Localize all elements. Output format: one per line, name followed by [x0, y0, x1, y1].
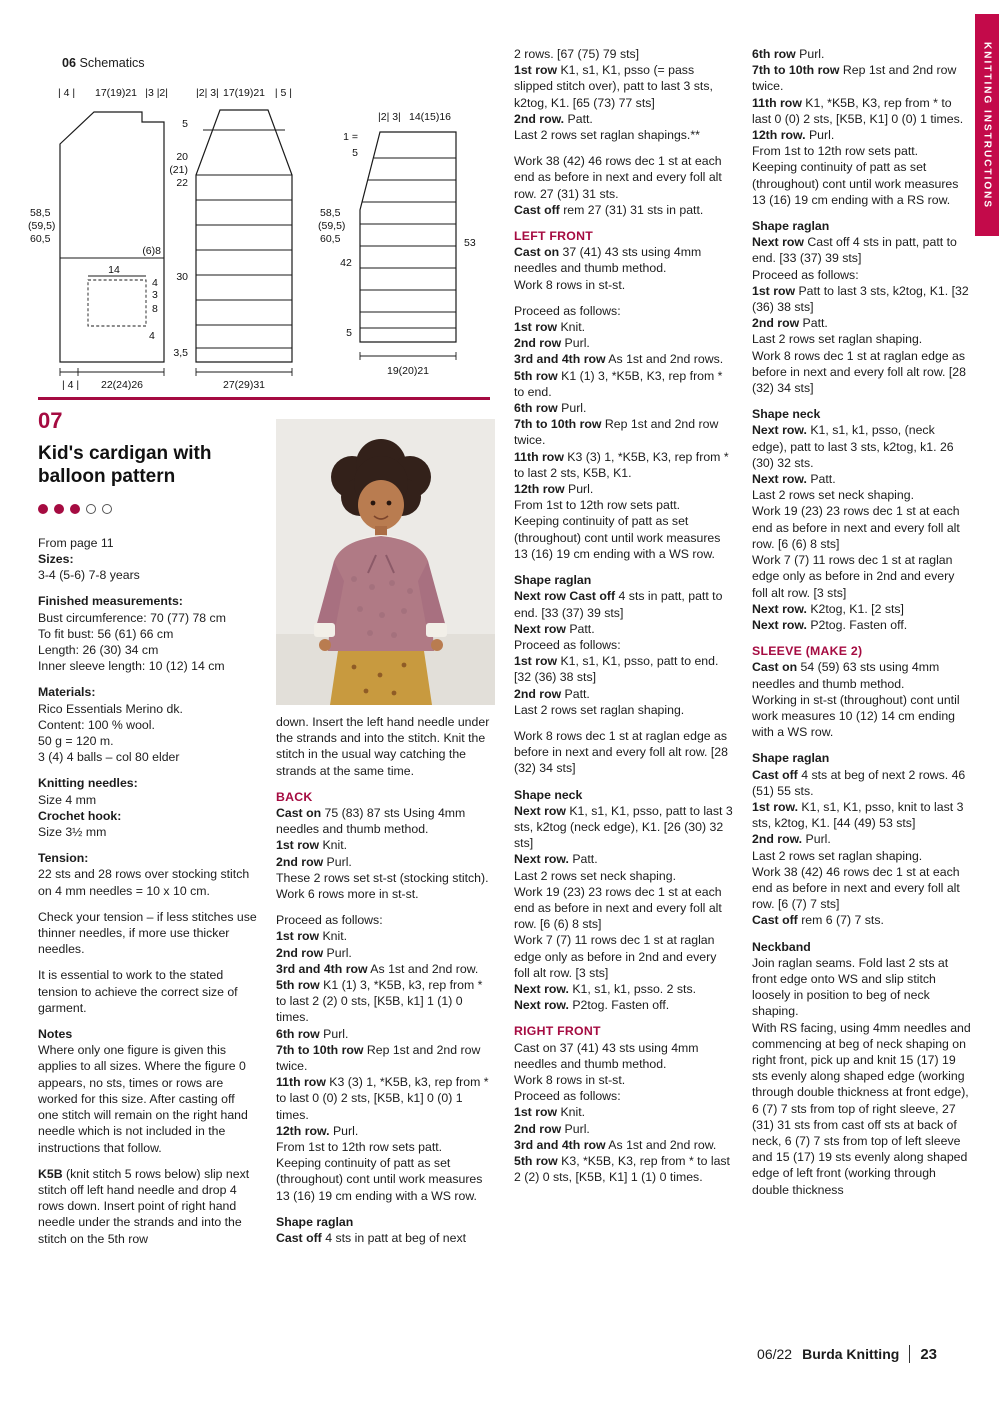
svg-text:53: 53	[464, 237, 476, 249]
svg-text:(6)8: (6)8	[142, 245, 161, 257]
section-heading: SLEEVE (MAKE 2)	[752, 644, 863, 659]
schematic-piece-back	[28, 87, 168, 391]
svg-text:58,5: 58,5	[320, 207, 341, 219]
instruction-text: 2nd row Patt.	[752, 316, 828, 331]
schematics-figure	[28, 80, 518, 398]
instruction-text: Last 2 rows set raglan shaping.	[752, 332, 923, 347]
instruction-text: From 1st to 12th row sets patt.	[276, 1140, 443, 1155]
svg-text:42: 42	[340, 257, 352, 269]
column-1-specs	[38, 551, 257, 1247]
instruction-text: Proceed as follows:	[514, 1089, 621, 1104]
instruction-text: 6th row Purl.	[276, 1026, 349, 1041]
instruction-text: 1st row Knit.	[514, 320, 586, 335]
instruction-text: Next row. K1, s1, k1, psso. 2 sts.	[514, 981, 697, 996]
svg-text:17(19)21: 17(19)21	[222, 87, 266, 99]
instruction-text: Next row. P2tog. Fasten off.	[752, 617, 908, 632]
instruction-text: 11th row K3 (3) 1, *K5B, K3, rep from * to last 2 sts, K5B, K1.	[514, 449, 729, 480]
svg-text:20: 20	[176, 151, 188, 163]
article-title: Kid's cardigan with balloon pattern	[38, 443, 212, 487]
instruction-text: Content: 100 % wool.	[38, 717, 155, 732]
instruction-text: 3rd and 4th row As 1st and 2nd row.	[276, 961, 479, 976]
instruction-text: Last 2 rows set neck shaping.	[752, 488, 914, 503]
instruction-text: Check your tension – if less stitches use thinner needles, if more use thicker needles.	[38, 909, 257, 957]
svg-text:30: 30	[176, 271, 188, 283]
instruction-text: Cast on 37 (41) 43 sts using 4mm needles and thumb method.	[514, 1040, 699, 1071]
sub-heading: Shape raglan	[514, 573, 592, 588]
difficulty-dot-empty	[102, 504, 112, 514]
instruction-text: Next row Patt.	[514, 621, 595, 636]
instruction-text: Cast off 4 sts at beg of next 2 rows. 46 (51) 55 sts.	[752, 767, 966, 798]
svg-text:(21): (21)	[169, 164, 188, 176]
instruction-text: Next row. K2tog, K1. [2 sts]	[752, 601, 904, 616]
instruction-text: Working in st-st (throughout) cont until work measures 10 (12) 14 cm ending with a WS row.	[752, 692, 960, 740]
svg-text:14(15)16: 14(15)16	[408, 111, 452, 123]
instruction-text: Work 38 (42) 46 rows dec 1 st at each end as before in next and every foll alt row. 27 (31) 31 sts.	[514, 154, 722, 201]
instruction-text: 2nd row. Purl.	[752, 832, 831, 847]
schematics-number: 06	[62, 56, 77, 70]
instruction-text: Cast off rem 6 (7) 7 sts.	[752, 913, 884, 928]
column-3-front-instructions	[514, 46, 733, 1185]
instruction-text: Proceed as follows:	[276, 913, 383, 928]
instruction-text: Proceed as follows:	[752, 267, 859, 282]
svg-text:3: 3	[152, 289, 158, 301]
instruction-text: 3-4 (5-6) 7-8 years	[38, 568, 140, 583]
instruction-text: Next row. Patt.	[514, 852, 598, 867]
schematic-piece-front	[169, 87, 345, 391]
instruction-text: Size 4 mm	[38, 792, 97, 807]
sub-heading: Shape raglan	[752, 219, 830, 234]
section-divider-rule	[38, 397, 490, 400]
instruction-text: 3rd and 4th row As 1st and 2nd row.	[514, 1137, 717, 1152]
instruction-text: Proceed as follows:	[514, 303, 621, 318]
schematic-diagrams	[28, 80, 518, 398]
article-number: 07	[38, 408, 63, 433]
instruction-text: 12th row. Purl.	[752, 128, 835, 143]
instruction-text: 1st row K1, s1, K1, psso (= pass slipped stitch over), patt to last 3 sts, k2tog, K1. [65 (73) 77 sts]	[514, 63, 713, 110]
difficulty-rating	[38, 504, 260, 514]
instruction-text: 6th row Purl.	[752, 47, 825, 61]
instruction-text: Work 19 (23) 23 rows dec 1 st at each end as before in next and every foll alt row. [6 (6) 8 sts]	[514, 884, 722, 932]
from-page-reference: From page 11	[38, 536, 114, 550]
sub-heading: Tension:	[38, 851, 89, 866]
instruction-text: K5B (knit stitch 5 rows below) slip next stitch off left hand needle and drop 4 rows down. Insert point of right hand needle under the strands and into the stitch on the 5th row	[38, 1166, 250, 1246]
svg-text:1 =: 1 =	[343, 131, 358, 143]
instruction-text: Next row Cast off 4 sts in patt, patt to end. [33 (37) 39 sts]	[752, 235, 957, 266]
sub-heading: Shape raglan	[752, 751, 830, 766]
instruction-text: 3 (4) 4 balls – col 80 elder	[38, 750, 180, 765]
svg-text:5: 5	[346, 327, 352, 339]
instruction-text: Cast on 37 (41) 43 sts using 4mm needles and thumb method.	[514, 245, 702, 276]
difficulty-dot-empty	[86, 504, 96, 514]
instruction-text: Work 6 rows more in st-st.	[276, 887, 419, 902]
svg-text:4: 4	[149, 330, 155, 342]
instruction-text: down. Insert the left hand needle under the strands and into the stitch. Knit the stitch in the usual way catching the strands at the same time.	[276, 715, 490, 778]
instruction-text: 7th to 10th row Rep 1st and 2nd row twice.	[514, 417, 719, 448]
instruction-text: 2 rows. [67 (75) 79 sts]	[514, 47, 640, 61]
instruction-text: 2nd row Purl.	[514, 336, 590, 351]
instruction-text: 2nd row Purl.	[276, 945, 352, 960]
instruction-text: 6th row Purl.	[514, 401, 587, 416]
instruction-text: From 1st to 12th row sets patt.	[514, 498, 681, 513]
svg-text:(59,5): (59,5)	[28, 220, 56, 232]
page-footer	[757, 1345, 937, 1363]
instruction-text: 2nd row Purl.	[276, 854, 352, 869]
instruction-text: Work 8 rows in st-st.	[514, 1072, 626, 1087]
svg-text:60,5: 60,5	[30, 233, 51, 245]
instruction-text: Last 2 rows set raglan shaping.	[752, 848, 923, 863]
instruction-text: 50 g = 120 m.	[38, 734, 114, 749]
svg-text:5: 5	[352, 147, 358, 159]
sub-heading: Notes	[38, 1027, 73, 1042]
instruction-text: Cast off rem 27 (31) 31 sts in patt.	[514, 202, 704, 217]
schematics-label: Schematics	[79, 56, 145, 70]
article-header	[38, 408, 260, 550]
instruction-text: With RS facing, using 4mm needles and commencing at beg of neck shaping on right front, pick up and knit 15 (17) 19 sts evenly along shaped edge (working through double thickness at front edge), 6 (7) 7 sts from top of right sleeve, 27 (31) 31 sts from cast off sts at back of neck, 6 (7) 7 sts from top of left sleeve and 15 (17) 19 sts evenly along shaped edge of left front (working through double thickness	[752, 1020, 971, 1197]
instruction-text: Next row. Patt.	[752, 472, 836, 487]
difficulty-dot-filled	[38, 504, 48, 514]
instruction-text: 2nd row. Patt.	[514, 111, 593, 126]
svg-text:|2| 3|: |2| 3|	[378, 111, 401, 123]
instruction-text: Work 8 rows dec 1 st at raglan edge as before in next and every foll alt row. [28 (32) 34 sts]	[514, 728, 728, 776]
svg-text:22: 22	[176, 177, 188, 189]
instruction-text: 22 sts and 28 rows over stocking stitch on 4 mm needles = 10 x 10 cm.	[38, 867, 250, 898]
svg-text:17(19)21: 17(19)21	[94, 87, 138, 99]
instruction-text: Last 2 rows set neck shaping.	[514, 868, 676, 883]
instruction-text: 1st row Knit.	[276, 929, 348, 944]
instruction-text: 5th row K1 (1) 3, *K5B, K3, rep from * to end.	[514, 368, 723, 399]
instruction-text: 2nd row Patt.	[514, 686, 590, 701]
section-heading: LEFT FRONT	[514, 229, 594, 244]
instruction-text: Last 2 rows set raglan shaping.	[514, 702, 685, 717]
svg-text:19(20)21: 19(20)21	[386, 365, 430, 377]
sub-heading: Shape neck	[752, 407, 821, 422]
svg-text:5: 5	[182, 118, 188, 130]
instruction-text: 5th row K1 (1) 3, *K5B, k3, rep from * to last 2 (2) 0 sts, [K5B, k1] 1 (1) 0 times.	[276, 978, 483, 1025]
svg-text:| 4 |: | 4 |	[58, 87, 76, 99]
instruction-text: Last 2 rows set raglan shapings.**	[514, 128, 700, 143]
instruction-text: 3rd and 4th row As 1st and 2nd rows.	[514, 352, 724, 367]
column-4-sleeve-instructions	[752, 46, 971, 1198]
instruction-text: It is essential to work to the stated tension to achieve the correct size of garment.	[38, 968, 238, 1015]
instruction-text: 5th row K3, *K5B, K3, rep from * to last 2 (2) 0 sts, [K5B, K1] 1 (1) 0 times.	[514, 1154, 730, 1185]
instruction-text: Work 38 (42) 46 rows dec 1 st at each end as before in next and every foll alt row. [6 (7) 7 sts]	[752, 864, 960, 912]
section-heading: RIGHT FRONT	[514, 1024, 601, 1039]
instruction-text: Cast off 4 sts in patt at beg of next	[276, 1231, 467, 1246]
footer-divider	[909, 1345, 910, 1363]
instruction-text: 1st row Knit.	[514, 1105, 586, 1120]
footer-magazine-name: Burda Knitting	[802, 1346, 900, 1362]
instruction-text: Work 7 (7) 11 rows dec 1 st at raglan edge only as before in 2nd and every foll alt row. [3 sts]	[752, 553, 955, 600]
instruction-text: Work 8 rows in st-st.	[514, 277, 626, 292]
footer-page-number: 23	[920, 1345, 937, 1363]
instruction-text: Next row Cast off 4 sts in patt, patt to end. [33 (37) 39 sts]	[514, 589, 723, 620]
instruction-text: Next row. P2tog. Fasten off.	[514, 998, 670, 1013]
knitting-instructions-tab	[975, 14, 999, 236]
instruction-text: 1st row Patt to last 3 sts, k2tog, K1. [32 (36) 38 sts]	[752, 283, 969, 315]
sub-heading: Shape neck	[514, 787, 583, 802]
sub-heading: Crochet hook:	[38, 808, 122, 823]
svg-text:(59,5): (59,5)	[318, 220, 346, 232]
difficulty-dot-filled	[70, 504, 80, 514]
instruction-text: 12th row Purl.	[514, 482, 594, 497]
instruction-text: Inner sleeve length: 10 (12) 14 cm	[38, 659, 225, 674]
article-photo	[276, 419, 495, 705]
instruction-text: 7th to 10th row Rep 1st and 2nd row twice.	[276, 1042, 481, 1074]
instruction-text: 11th row K3 (3) 1, *K5B, k3, rep from * to last 0 (0) 2 sts, [K5B, k1] 0 (0) 1 times.	[276, 1075, 489, 1122]
svg-text:|2| 3|: |2| 3|	[196, 87, 219, 99]
instruction-text: 12th row. Purl.	[276, 1123, 359, 1138]
instruction-text: Bust circumference: 70 (77) 78 cm	[38, 610, 226, 625]
instruction-text: Keeping continuity of patt as set (throughout) cont until work measures 13 (16) 19 cm ending with a WS row.	[514, 514, 721, 561]
svg-text:| 4 |: | 4 |	[62, 379, 80, 391]
sub-heading: Materials:	[38, 685, 96, 700]
instruction-text: 2nd row Purl.	[514, 1121, 590, 1136]
knitting-instructions-tab-label: KNITTING INSTRUCTIONS	[981, 41, 993, 209]
sub-heading: Shape raglan	[276, 1214, 354, 1229]
instruction-text: 7th to 10th row Rep 1st and 2nd row twice.	[752, 63, 957, 94]
instruction-text: These 2 rows set st-st (stocking stitch).	[276, 870, 489, 885]
difficulty-dot-filled	[54, 504, 64, 514]
sub-heading: Neckband	[752, 939, 811, 954]
svg-text:|3 |2|: |3 |2|	[145, 87, 168, 99]
instruction-text: 1st row Knit.	[276, 838, 348, 853]
schematics-section-title	[62, 56, 145, 70]
footer-issue: 06/22	[757, 1346, 793, 1362]
instruction-text: Keeping continuity of patt as set (throughout) cont until work measures 13 (16) 19 cm ending with a WS row.	[276, 1156, 483, 1203]
instruction-text: Where only one figure is given this applies to all sizes. Where the figure 0 appears, no sts, times or rows are worked for this size. After casting off one stitch will remain on the right hand needle which is not included in the instructions that follow.	[38, 1043, 248, 1155]
instruction-text: Work 19 (23) 23 rows dec 1 st at each end as before in next and every foll alt row. [6 (6) 8 sts]	[752, 504, 960, 551]
svg-text:8: 8	[152, 303, 158, 315]
instruction-text: 1st row. K1, s1, K1, psso, knit to last 3 sts, k2tog, K1. [44 (49) 53 sts]	[752, 799, 964, 831]
svg-text:27(29)31: 27(29)31	[222, 379, 266, 391]
instruction-text: 11th row K1, *K5B, K3, rep from * to last 0 (0) 2 sts, [K5B, K1] 0 (0) 1 times.	[752, 95, 964, 126]
instruction-text: Next row. K1, s1, k1, psso, (neck edge), patt to last 3 sts, k2tog, k1. 26 (30) 32 sts.	[752, 423, 954, 470]
sub-heading: Knitting needles:	[38, 776, 138, 791]
svg-text:58,5: 58,5	[30, 207, 51, 219]
schematic-piece-sleeve	[340, 111, 476, 377]
instruction-text: Rico Essentials Merino dk.	[38, 701, 183, 716]
instruction-text: To fit bust: 56 (61) 66 cm	[38, 626, 174, 641]
child-portrait-illustration	[276, 419, 495, 705]
instruction-text: Length: 26 (30) 34 cm	[38, 643, 159, 658]
sub-heading: Finished measurements:	[38, 594, 183, 609]
svg-text:22(24)26: 22(24)26	[100, 379, 144, 391]
sub-heading: Sizes:	[38, 552, 74, 566]
instruction-text: Proceed as follows:	[514, 637, 621, 652]
svg-text:3,5: 3,5	[173, 347, 188, 359]
svg-text:60,5: 60,5	[320, 233, 341, 245]
svg-text:4: 4	[152, 277, 158, 289]
instruction-text: Keeping continuity of patt as set (throughout) cont until work measures 13 (16) 19 cm ending with a RS row.	[752, 160, 959, 207]
instruction-text: Cast on 54 (59) 63 sts using 4mm needles and thumb method.	[752, 660, 940, 691]
instruction-text: Join raglan seams. Fold last 2 sts at front edge onto WS and slip stitch loosely in position to beg of neck shaping.	[752, 955, 949, 1019]
instruction-text: Work 8 rows dec 1 st at raglan edge as before in next and every foll alt row. [28 (32) 34 sts]	[752, 348, 966, 396]
svg-text:| 5 |: | 5 |	[274, 87, 292, 99]
instruction-text: 1st row K1, s1, K1, psso, patt to end. [32 (36) 38 sts]	[514, 654, 719, 685]
svg-text:14: 14	[108, 264, 120, 276]
column-2-back-instructions	[276, 714, 495, 1246]
instruction-text: Work 7 (7) 11 rows dec 1 st at raglan edge only as before in 2nd and every foll alt row. [3 sts]	[514, 933, 717, 980]
instruction-text: Next row K1, s1, K1, psso, patt to last 3 sts, k2tog (neck edge), K1. [26 (30) 32 sts]	[514, 803, 733, 851]
instruction-text: Size 3½ mm	[38, 825, 107, 840]
instruction-text: Cast on 75 (83) 87 sts Using 4mm needles and thumb method.	[276, 806, 466, 837]
instruction-text: From 1st to 12th row sets patt.	[752, 144, 919, 159]
section-heading: BACK	[276, 789, 313, 804]
